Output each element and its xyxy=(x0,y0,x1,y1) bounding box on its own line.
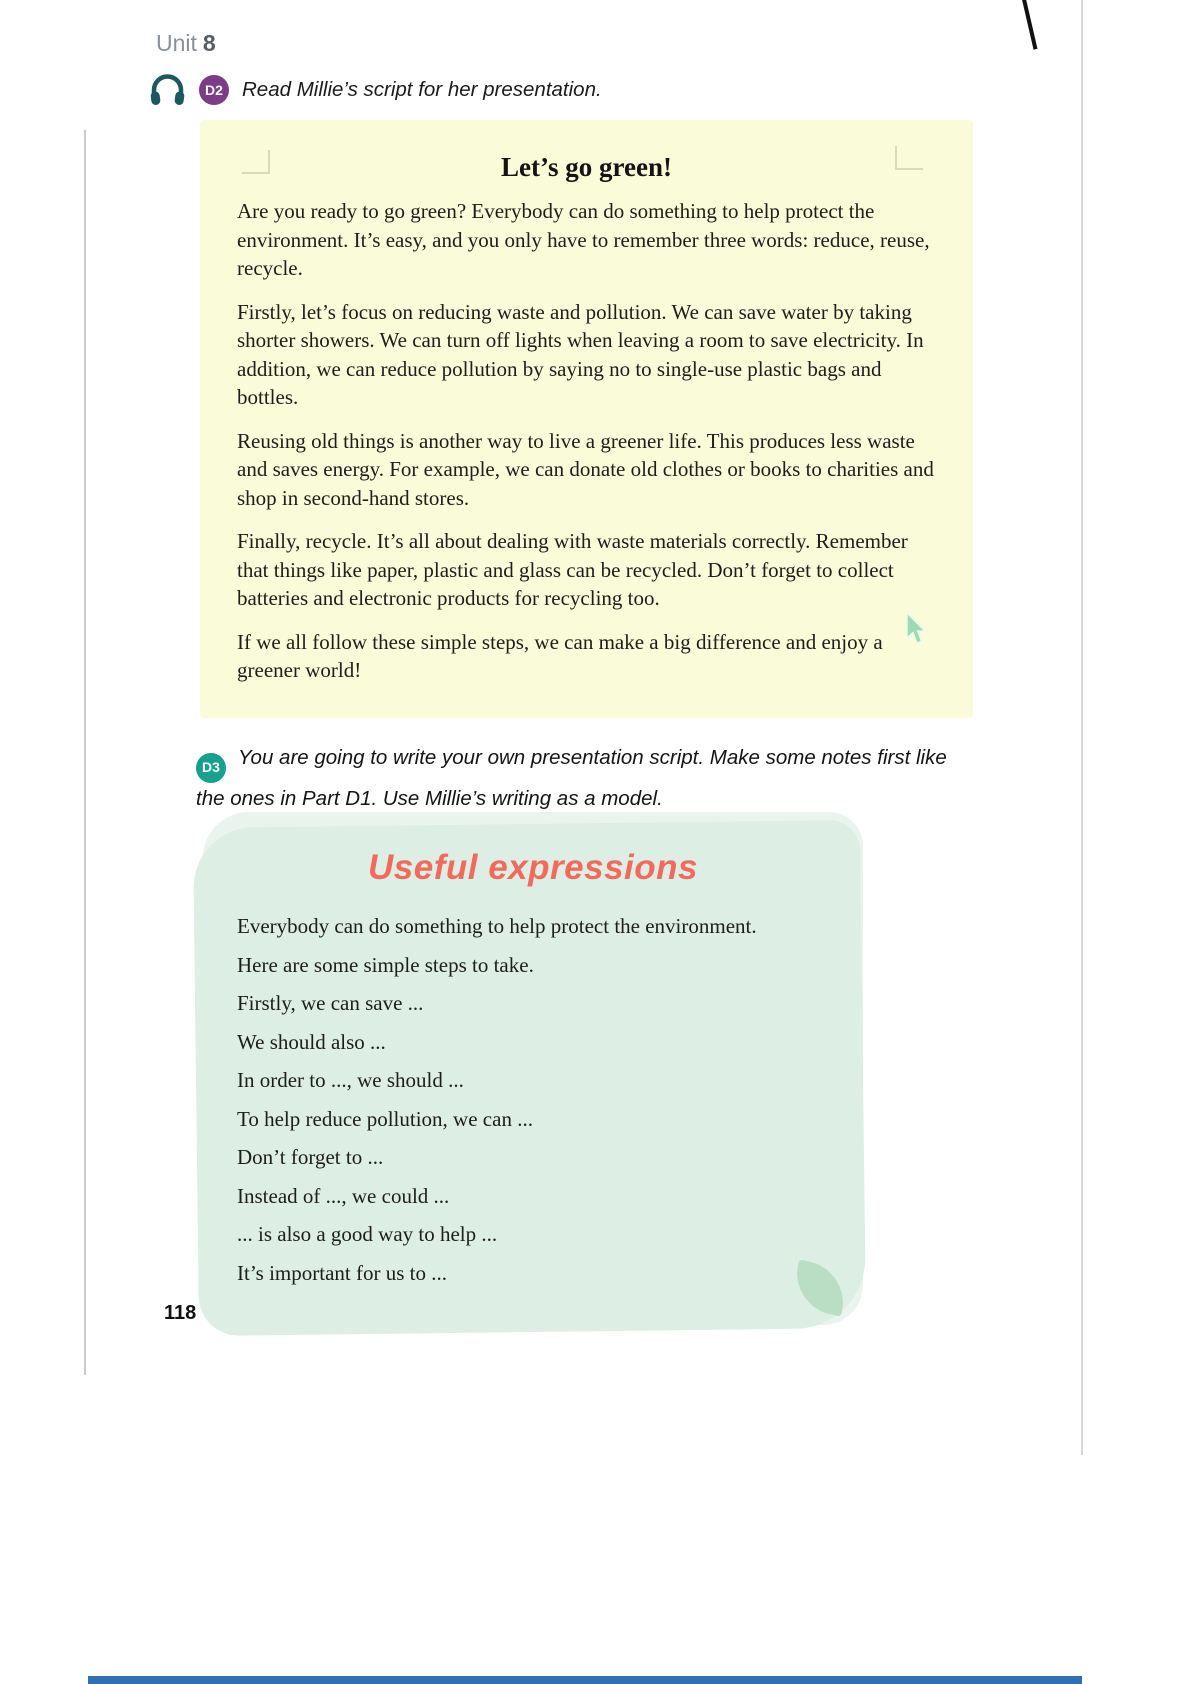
script-paragraph: Finally, recycle. It’s all about dealing with waste materials correctly. Remember that things like paper, plastic and glass can be recycled. Don’t forget to collect batteries and electronic products for recycling too. xyxy=(237,529,908,610)
corner-bracket-left xyxy=(242,150,270,174)
expression-item: ... is also a good way to help ... xyxy=(237,1222,498,1246)
d2-instruction: Read Millie’s script for her presentation. xyxy=(242,78,602,101)
script-box xyxy=(200,120,973,718)
d2-badge: D2 xyxy=(199,75,229,105)
expressions-title: Useful expressions xyxy=(368,848,698,887)
script-title: Let’s go green! xyxy=(501,152,672,182)
expressions-box xyxy=(203,812,863,1325)
cursor-icon xyxy=(903,612,929,651)
unit-number: 8 xyxy=(202,30,216,56)
d3-badge: D3 xyxy=(196,753,226,783)
script-paragraphs xyxy=(200,183,973,685)
unit-label: Unit xyxy=(156,30,197,56)
activity-d3-row xyxy=(196,742,974,814)
page-bottom-strip xyxy=(88,1676,1082,1684)
expression-item: To help reduce pollution, we can ... xyxy=(237,1106,533,1131)
page-number: 118 xyxy=(164,1302,197,1324)
activity-d2-row xyxy=(148,73,1028,107)
expression-item: Firstly, we can save ... xyxy=(237,991,424,1015)
unit-header xyxy=(156,30,216,57)
script-paragraph: Firstly, let’s focus on reducing waste and pollution. We can save water by taking shorter showers. We can turn off lights when leaving a room to save electricity. In addition, we can reduce pollution by saying no to single-use plastic bags and bottles. xyxy=(237,299,924,409)
script-paragraph: Are you ready to go green? Everybody can do something to help protect the environment. It’s easy, and you only have to remember three words: reduce, reuse, recycle. xyxy=(237,199,930,280)
headphones-icon xyxy=(148,73,186,107)
page-left-edge-line xyxy=(84,130,86,1375)
expression-item: In order to ..., we should ... xyxy=(237,1068,464,1092)
expression-item: Don’t forget to ... xyxy=(237,1145,384,1169)
corner-bracket-right xyxy=(895,146,923,170)
expression-item: Instead of ..., we could ... xyxy=(237,1183,450,1208)
expression-item: Everybody can do something to help protect the environment. xyxy=(237,914,757,938)
page-corner-mark xyxy=(1021,0,1038,50)
page-right-edge-line xyxy=(1081,0,1083,1455)
script-paragraph: If we all follow these simple steps, we can make a big difference and enjoy a greener world! xyxy=(237,629,883,682)
script-paragraph: Reusing old things is another way to live a greener life. This produces less waste and saves energy. For example, we can donate old clothes or books to charities and shop in second-hand stores. xyxy=(237,428,934,510)
expressions-list xyxy=(203,888,863,1286)
expression-item: It’s important for us to ... xyxy=(237,1260,447,1285)
d3-instruction: You are going to write your own presentation script. Make some notes first like the ones in Part D1. Use Millie’s writing as a model. xyxy=(196,746,947,810)
expression-item: Here are some simple steps to take. xyxy=(237,952,534,977)
expression-item: We should also ... xyxy=(237,1029,386,1054)
